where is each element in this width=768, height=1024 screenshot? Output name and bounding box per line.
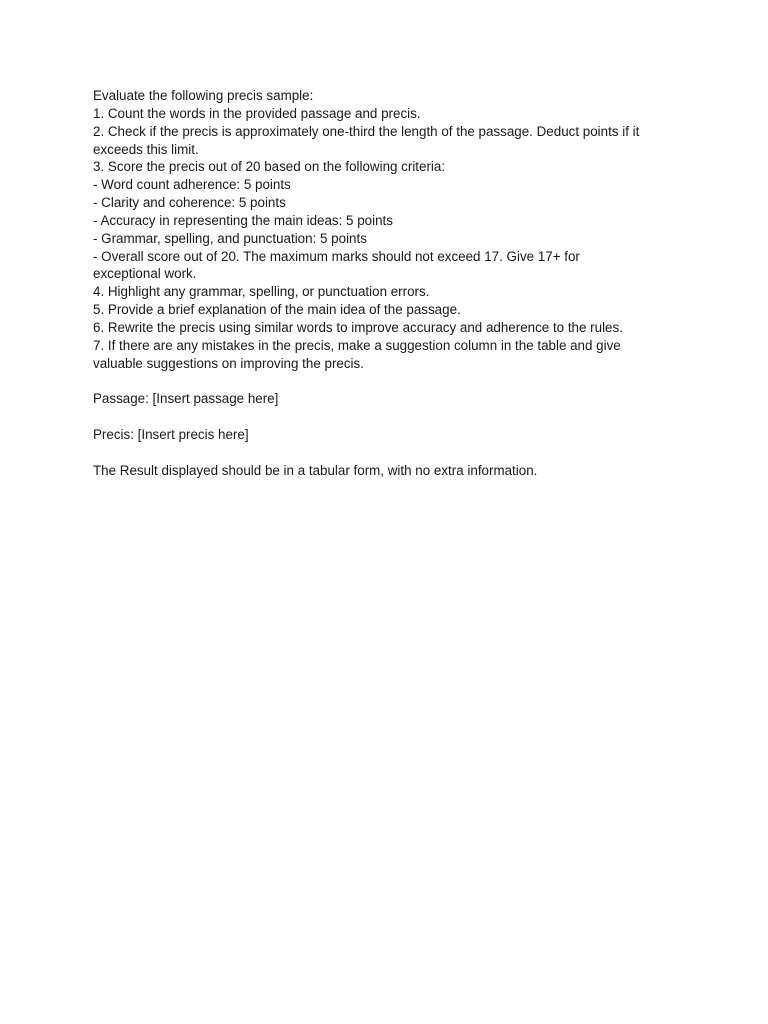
paragraph-gap xyxy=(93,408,693,426)
precis-line: Precis: [Insert precis here] xyxy=(93,427,249,443)
criteria-line: - Accuracy in representing the main ideas: 5 points xyxy=(93,212,393,228)
result-note-line: The Result displayed should be in a tabular form, with no extra information. xyxy=(93,462,538,478)
step-line: 1. Count the words in the provided passage and precis. xyxy=(93,105,421,121)
step-line: 2. Check if the precis is approximately one-third the length of the passage. Deduct points if it xyxy=(93,123,640,139)
paragraph-gap xyxy=(93,373,693,391)
criteria-line: - Grammar, spelling, and punctuation: 5 points xyxy=(93,230,367,246)
criteria-line: - Clarity and coherence: 5 points xyxy=(93,195,286,211)
criteria-line: - Overall score out of 20. The maximum marks should not exceed 17. Give 17+ for xyxy=(93,248,580,264)
step-line: 3. Score the precis out of 20 based on the following criteria: xyxy=(93,159,446,175)
step-line: 7. If there are any mistakes in the precis, make a suggestion column in the table and give xyxy=(93,337,621,353)
document-body xyxy=(93,87,693,480)
step-line: 5. Provide a brief explanation of the main idea of the passage. xyxy=(93,302,461,318)
passage-line: Passage: [Insert passage here] xyxy=(93,391,279,407)
intro-line: Evaluate the following precis sample: xyxy=(93,88,314,103)
paragraph-gap xyxy=(93,444,693,462)
criteria-line: - Word count adherence: 5 points xyxy=(93,177,291,193)
criteria-line: exceptional work. xyxy=(93,266,197,282)
step-line: 6. Rewrite the precis using similar words to improve accuracy and adherence to the rules. xyxy=(93,319,623,335)
step-line: exceeds this limit. xyxy=(93,141,199,157)
step-line: valuable suggestions on improving the precis. xyxy=(93,355,364,371)
step-line: 4. Highlight any grammar, spelling, or punctuation errors. xyxy=(93,284,430,300)
